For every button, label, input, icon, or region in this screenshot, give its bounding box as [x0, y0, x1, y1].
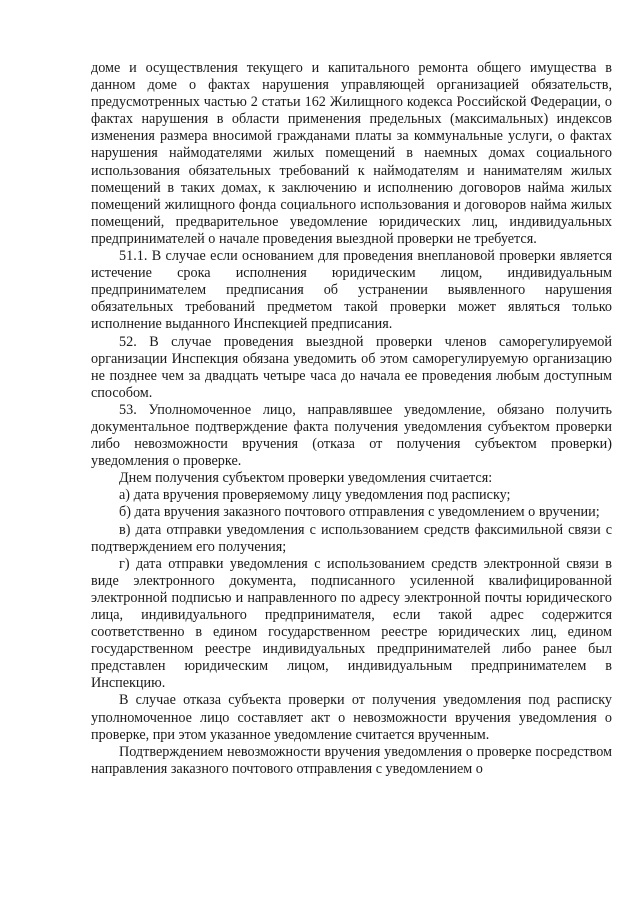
list-item-g: г) дата отправки уведомления с использованием средств электронной связи в виде электронного документа, подписанного усиленной квалифицированной электронной подписью и направленного по адресу электронной почты юридического лица, индивидуального предпринимателя, если такой адрес содержится соответственно в едином государственном реестре юридических лиц, едином государственном реестре индивидуальных предпринимателей либо ранее был представлен юридическим лицом, индивидуальным предпринимателем в Инспекцию. — [91, 555, 612, 692]
paragraph-notice-exemption: доме и осуществления текущего и капитального ремонта общего имущества в данном доме о фактах нарушения управляющей организацией обязательств, предусмотренных частью 2 статьи 162 Жилищного кодекса Российской Федерации, о фактах нарушения в области применения предельных (максимальных) индексов изменения размера вносимой гражданами платы за коммунальные услуги, о фактах нарушения наймодателями жилых помещений в наемных домах социального использования обязательных требований к наймодателям и нанимателям жилых помещений в таких домах, к заключению и исполнению договоров найма жилых помещений жилищного фонда социального использования и договоров найма жилых помещений, предварительное уведомление юридических лиц, индивидуальных предпринимателей о начале проведения выездной проверки не требуется. — [91, 60, 612, 247]
list-item-b: б) дата вручения заказного почтового отправления с уведомлением о вручении; — [119, 504, 600, 521]
paragraph-receipt-day-intro: Днем получения субъектом проверки уведомления считается: — [119, 470, 493, 487]
paragraph-52: 52. В случае проведения выездной проверки членов саморегулируемой организации Инспекция обязана уведомить об этом саморегулируемую организацию не позднее чем за двадцать четыре часа до начала ее проведения любым доступным способом. — [91, 333, 612, 401]
paragraph-refusal: В случае отказа субъекта проверки от получения уведомления под расписку уполномоченное лицо составляет акт о невозможности вручения уведомления о проверке, при этом указанное уведомление считается врученным. — [91, 692, 612, 743]
paragraph-confirmation: Подтверждением невозможности вручения уведомления о проверке посредством направления заказного почтового отправления с уведомлением о — [91, 743, 612, 777]
paragraph-51-1: 51.1. В случае если основанием для проведения внеплановой проверки является истечение срока исполнения юридическим лицом, индивидуальным предпринимателем предписания об устранении выявленного нарушения обязательных требований предметом такой проверки может являться только исполнение выданного Инспекцией предписания. — [91, 248, 612, 333]
paragraph-53: 53. Уполномоченное лицо, направлявшее уведомление, обязано получить документальное подтверждение факта получения уведомления субъектом проверки либо невозможности вручения (отказа от получения субъектом проверки) уведомления о проверке. — [91, 401, 612, 470]
list-item-a: а) дата вручения проверяемому лицу уведомления под расписку; — [119, 487, 511, 504]
list-item-v: в) дата отправки уведомления с использованием средств факсимильной связи с подтверждением его получения; — [91, 521, 612, 555]
